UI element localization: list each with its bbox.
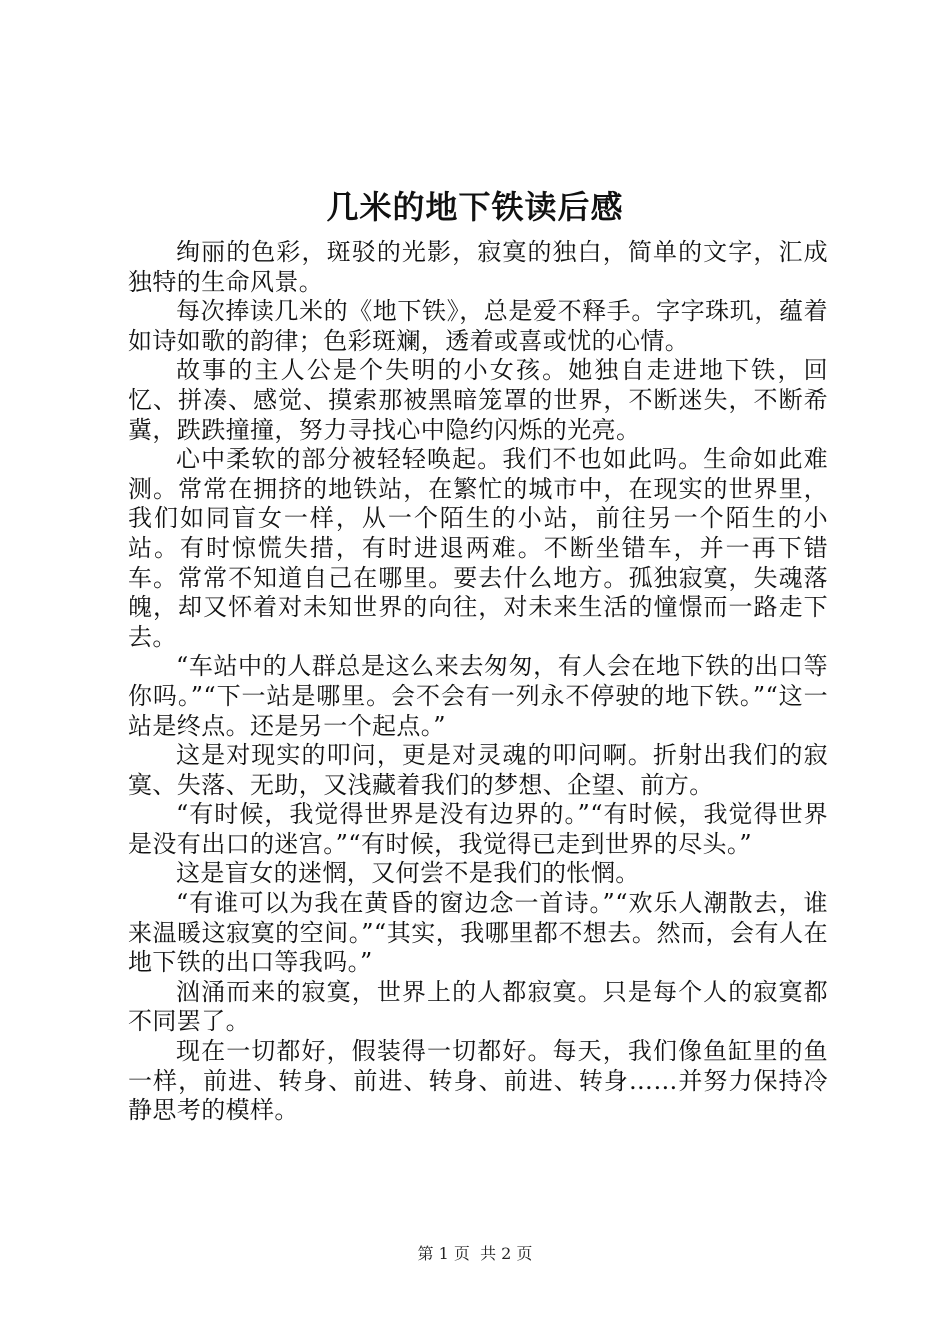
paragraph: 故事的主人公是个失明的小女孩。她独自走进地下铁，回忆、拼凑、感觉、摸索那被黑暗笼罩的世界，不断迷失，不断希冀，跌跌撞撞，努力寻找心中隐约闪烁的光亮。: [128, 356, 828, 444]
paragraph: “有谁可以为我在黄昏的窗边念一首诗。”“欢乐人潮散去，谁来温暖这寂寞的空间。”“其实，我哪里都不想去。然而，会有人在地下铁的出口等我吗。”: [128, 889, 828, 977]
paragraph: 现在一切都好，假装得一切都好。每天，我们像鱼缸里的鱼一样，前进、转身、前进、转身、前进、转身……并努力保持冷静思考的模样。: [128, 1037, 828, 1125]
paragraph: 这是盲女的迷惘，又何尝不是我们的怅惘。: [176, 859, 640, 888]
paragraph: 每次捧读几米的《地下铁》，总是爱不释手。字字珠玑，蕴着如诗如歌的韵律；色彩斑斓，透着或喜或忧的心情。: [128, 297, 828, 355]
document-body: [128, 238, 828, 1126]
paragraph: 汹涌而来的寂寞，世界上的人都寂寞。只是每个人的寂寞都不同罢了。: [128, 977, 828, 1036]
paragraph: 这是对现实的叩问，更是对灵魂的叩问啊。折射出我们的寂寞、失落、无助，又浅藏着我们的梦想、企望、前方。: [128, 741, 828, 799]
paragraph: “有时候，我觉得世界是没有边界的。”“有时候，我觉得世界是没有出口的迷宫。”“有时候，我觉得已走到世界的尽头。”: [128, 800, 828, 858]
document-title: 几米的地下铁读后感: [326, 188, 624, 226]
paragraph: 心中柔软的部分被轻轻唤起。我们不也如此吗。生命如此难测。常常在拥挤的地铁站，在繁忙的城市中，在现实的世界里，我们如同盲女一样，从一个陌生的小站，前往另一个陌生的小站。有时惊慌失措，有时进退两难。不断坐错车，并一再下错车。常常不知道自己在哪里。要去什么地方。孤独寂寞，失魂落魄，却又怀着对未知世界的向往，对未来生活的憧憬而一路走下去。: [128, 445, 828, 651]
paragraph: “车站中的人群总是这么来去匆匆，有人会在地下铁的出口等你吗。”“下一站是哪里。会不会有一列永不停驶的地下铁。”“这一站是终点。还是另一个起点。”: [128, 652, 828, 740]
page-footer: [0, 1242, 950, 1266]
paragraph: 绚丽的色彩，斑驳的光影，寂寞的独白，简单的文字，汇成独特的生命风景。: [128, 238, 828, 296]
page-number-label: 第 1 页 共 2 页: [417, 1244, 533, 1263]
